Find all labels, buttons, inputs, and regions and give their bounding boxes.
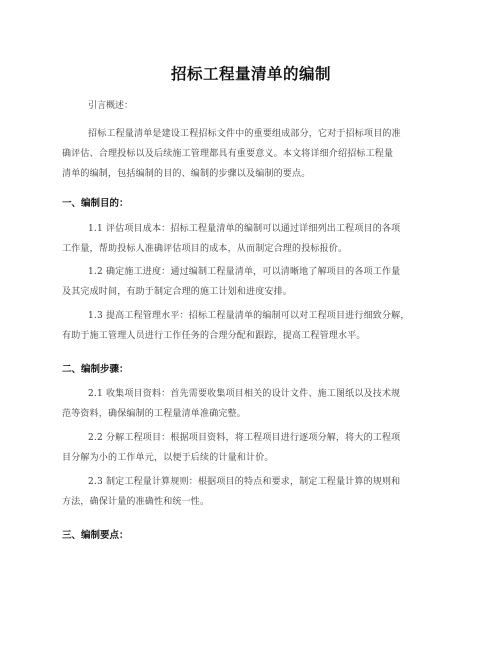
paragraph-line: 清单的编制，包括编制的目的、编制的步骤以及编制的要点。 [62,169,311,179]
section-heading-purpose: 一、编制目的： [62,198,129,209]
paragraph-line: 工作量，帮助投标人准确评估项目的成本，从而制定合理的投标报价。 [62,244,348,254]
paragraph-line: 方法，确保计量的准确性和统一性。 [62,497,210,507]
paragraph-line: 2.3 制定工程量计算规则：根据项目的特点和要求，制定工程量计算的规则和 [88,477,401,487]
paragraph-2-1 [62,384,442,424]
paragraph-line: 2.1 收集项目资料：首先需要收集项目相关的设计文件、施工图纸以及技术规 [88,389,401,399]
paragraph-line: 及其完成时间，有助于制定合理的施工计划和进度安排。 [62,287,293,297]
section-heading-steps: 二、编制步骤： [62,364,129,375]
paragraph-line: 2.2 分解工程项目：根据项目资料，将工程项目进行逐项分解，将大的工程项 [88,433,401,443]
paragraph-line: 1.2 确定施工进度：通过编制工程量清单，可以清晰地了解项目的各项工作量 [88,267,401,277]
paragraph-line: 1.3 提高工程管理水平：招标工程量清单的编制可以对工程项目进行细致分解， [88,311,410,321]
paragraph-line: 目分解为小的工作单元，以便于后续的计量和计价。 [62,453,274,463]
paragraph-line: 招标工程量清单是建设工程招标文件中的重要组成部分，它对于招标项目的准 [88,129,401,139]
paragraph-1-1 [62,219,442,259]
paragraph-1-3 [62,306,442,346]
paragraph-line: 范等资料，确保编制的工程量清单准确完整。 [62,409,247,419]
intro-paragraph [62,124,442,184]
paragraph-line: 有助于施工管理人员进行工作任务的合理分配和跟踪，提高工程管理水平。 [62,331,366,341]
paragraph-2-2 [62,428,442,468]
section-heading-key-points: 三、编制要点： [62,530,129,541]
intro-label: 引言概述： [88,101,134,111]
paragraph-2-3 [62,472,442,512]
paragraph-line: 1.1 评估项目成本：招标工程量清单的编制可以通过详细列出工程项目的各项 [88,224,401,234]
paragraph-line: 确评估、合理投标以及后续施工管理都具有重要意义。本文将详细介绍招标工程量 [62,149,394,159]
document-title: 招标工程量清单的编制 [170,65,331,83]
paragraph-1-2 [62,262,442,302]
